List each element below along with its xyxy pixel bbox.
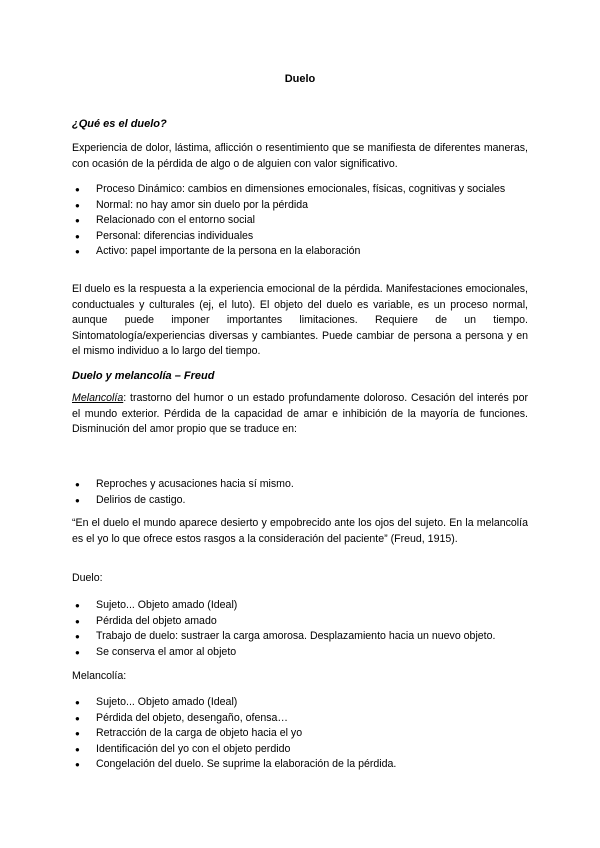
section-heading-que-es-duelo: ¿Qué es el duelo? — [72, 118, 167, 130]
list-item: ● Proceso Dinámico: cambios en dimensiones emocionales, físicas, cognitivas y sociales — [72, 182, 528, 198]
melancolia-definition-text: : trastorno del humor o un estado profundamente doloroso. Cesación del interés por el mundo exterior. Pérdida de la capacidad de amar e inhibición de la mayoría de funciones. Disminución del amor propio que se traduce en: — [72, 392, 528, 436]
list-item: ● Relacionado con el entorno social — [72, 213, 528, 229]
duelo-label: Duelo: — [72, 572, 103, 584]
list-item: ● Sujeto... Objeto amado (Ideal) — [72, 598, 528, 614]
duelo-characteristics-list — [72, 182, 528, 260]
document-title: Duelo — [284, 73, 316, 85]
list-item: ● Activo: papel importante de la persona en la elaboración — [72, 244, 528, 260]
duelo-list — [72, 598, 528, 660]
list-item: ● Personal: diferencias individuales — [72, 229, 528, 245]
list-item: ● Trabajo de duelo: sustraer la carga amorosa. Desplazamiento hacia un nuevo objeto. — [72, 629, 528, 645]
list-item: ● Reproches y acusaciones hacia sí mismo. — [72, 477, 528, 493]
list-item: ● Pérdida del objeto amado — [72, 614, 528, 630]
list-item: ● Identificación del yo con el objeto perdido — [72, 742, 528, 758]
list-item: ● Normal: no hay amor sin duelo por la pérdida — [72, 198, 528, 214]
melancolia-term: Melancolía — [72, 392, 124, 404]
list-item: ● Delirios de castigo. — [72, 493, 528, 509]
list-item: ● Pérdida del objeto, desengaño, ofensa… — [72, 711, 528, 727]
intro-paragraph: Experiencia de dolor, lástima, aflicción o resentimiento que se manifiesta de diferentes maneras, con ocasión de la pérdida de algo o de alguien con valor significativo. — [72, 142, 528, 170]
list-item: ● Retracción de la carga de objeto hacia el yo — [72, 726, 528, 742]
melancolia-definition — [72, 391, 528, 438]
freud-quote: “En el duelo el mundo aparece desierto y empobrecido ante los ojos del sujeto. En la melancolía es el yo lo que ofrece estos rasgos a la consideración del paciente” (Freud, 1915). — [72, 517, 528, 545]
melancolia-list — [72, 695, 528, 773]
list-item: ● Sujeto... Objeto amado (Ideal) — [72, 695, 528, 711]
duelo-description-paragraph: El duelo es la respuesta a la experiencia emocional de la pérdida. Manifestaciones emocionales, conductuales y culturales (ej, el luto). El objeto del duelo es variable, es un proceso normal, aunque puede imponer importantes limitaciones. Requiere de un tiempo. Sintomatología/experiencias diversas y cambiantes. Puede cambiar de persona a persona y en el mismo individuo a lo largo del tiempo. — [72, 283, 528, 358]
melancolia-label: Melancolía: — [72, 670, 127, 682]
melancolia-symptoms-list — [72, 477, 528, 508]
section-heading-duelo-melancolia: Duelo y melancolía – Freud — [72, 370, 215, 382]
list-item: ● Congelación del duelo. Se suprime la elaboración de la pérdida. — [72, 757, 528, 773]
list-item: ● Se conserva el amor al objeto — [72, 645, 528, 661]
